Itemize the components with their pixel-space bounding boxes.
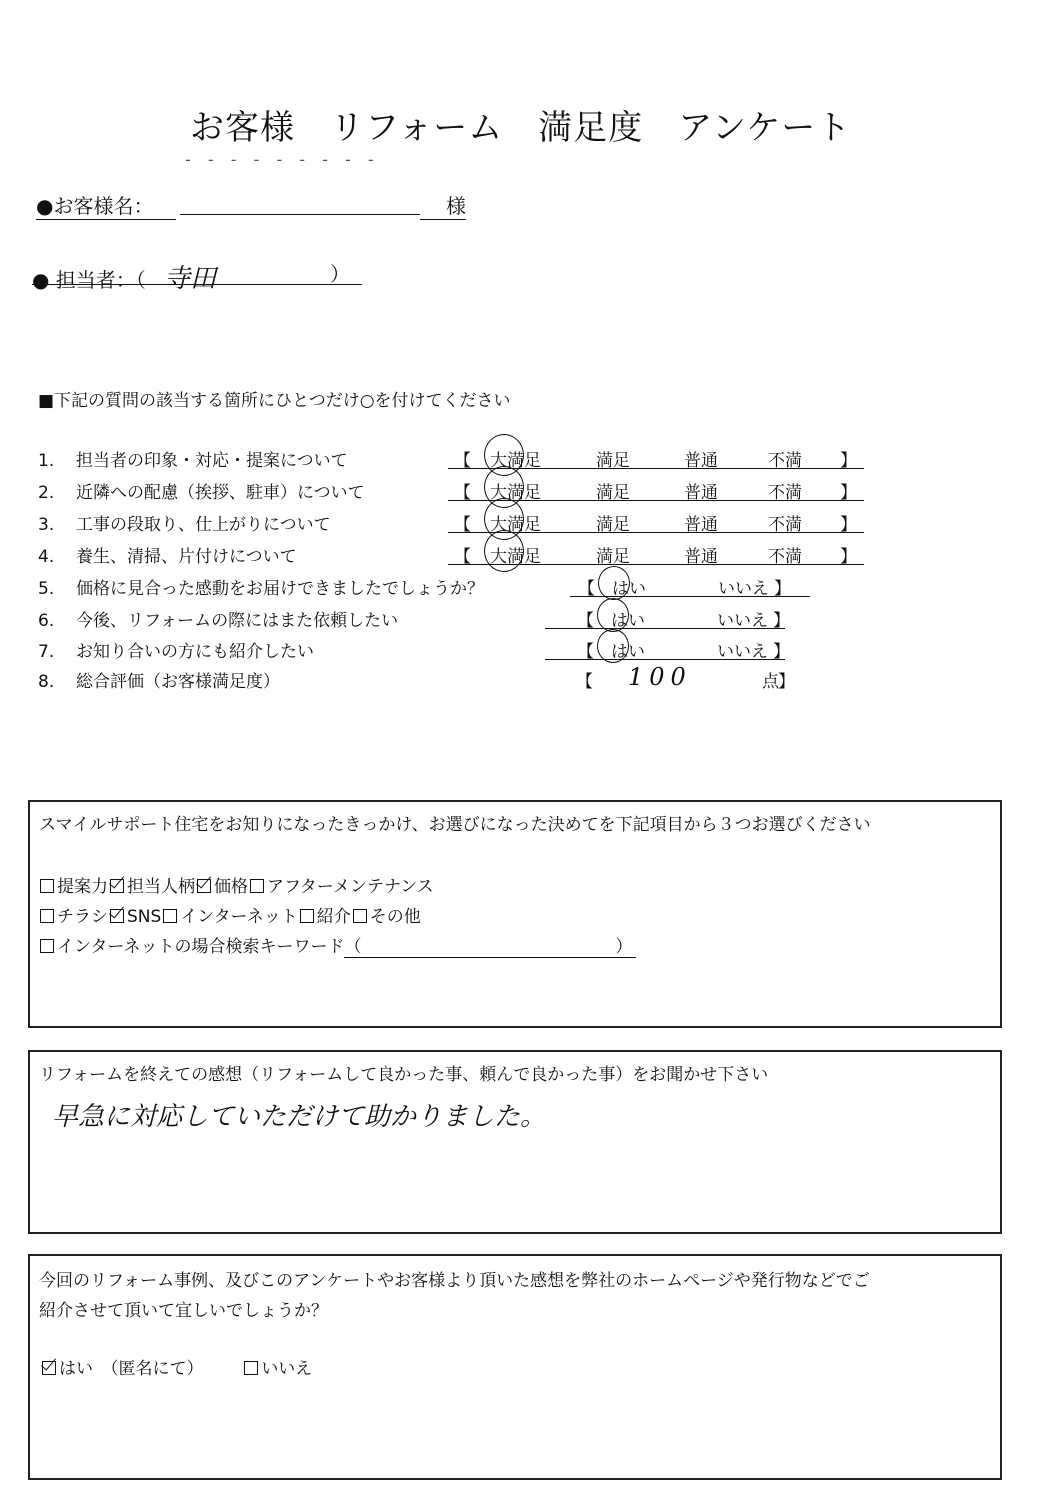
rating-option[interactable]: 満足: [596, 547, 630, 567]
rating-option[interactable]: 不満: [768, 515, 802, 535]
bracket-close: 】: [774, 579, 791, 599]
staff-name[interactable]: 寺田: [164, 264, 217, 294]
staff-close: ）: [330, 262, 350, 286]
rating-option[interactable]: 満足: [596, 515, 630, 535]
referral-heading: スマイルサポート住宅をお知りになったきっかけ、お選びになった決めてを下記項目から３つお選びください: [39, 815, 871, 835]
staff-row: [32, 258, 362, 294]
option-checkbox[interactable]: [40, 909, 54, 923]
rating-option[interactable]: 満足: [596, 483, 630, 503]
consent-heading-line2: 紹介させて頂いて宜しいでしょうか？: [39, 1301, 328, 1321]
impression-heading: リフォームを終えての感想（リフォームして良かった事、頼んで良かった事）をお聞かせ下さい: [39, 1065, 769, 1085]
bracket-open: 【: [576, 672, 593, 692]
selection-circle: [598, 566, 630, 600]
rating-option[interactable]: 普通: [684, 483, 718, 503]
question-4: [38, 542, 297, 567]
yesno-options-5: [570, 574, 810, 597]
keyword-close: ）: [615, 937, 633, 957]
rating-option[interactable]: 大満足: [490, 515, 541, 535]
option-label: その他: [369, 907, 421, 927]
selection-circle: [597, 598, 629, 632]
question-number: 3.: [38, 515, 55, 535]
option-checkbox[interactable]: [110, 909, 124, 923]
rating-options-4: [448, 542, 864, 565]
option-label: SNS: [127, 907, 162, 927]
bracket-open: 【: [577, 611, 594, 631]
question-8: [38, 667, 280, 692]
rating-option[interactable]: 大満足: [490, 451, 541, 471]
question-3: [38, 510, 331, 535]
bracket-open: 【: [454, 547, 471, 567]
yesno-option[interactable]: はい: [611, 611, 645, 631]
option-checkbox[interactable]: [300, 909, 314, 923]
question-text: 担当者の印象・対応・提案について: [76, 451, 348, 471]
question-7: [38, 637, 314, 662]
keyword-checkbox[interactable]: [40, 939, 54, 953]
yesno-option[interactable]: はい: [611, 642, 645, 662]
rating-option[interactable]: 満足: [596, 451, 630, 471]
rating-option[interactable]: 不満: [768, 547, 802, 567]
rating-option[interactable]: 普通: [684, 547, 718, 567]
yesno-options-7: [545, 637, 790, 662]
customer-suffix: 様: [420, 190, 466, 220]
question-number: 1.: [38, 451, 55, 471]
bracket-open: 【: [577, 642, 594, 662]
consent-box: [28, 1254, 1002, 1480]
yesno-option[interactable]: いいえ: [717, 642, 768, 662]
option-label: アフターメンテナンス: [267, 877, 434, 897]
rating-option[interactable]: 大満足: [490, 547, 541, 567]
question-text: お知り合いの方にも紹介したい: [76, 642, 314, 662]
selection-circle: [597, 629, 629, 663]
consent-options: [40, 1354, 312, 1379]
option-checkbox[interactable]: [197, 879, 211, 893]
option-checkbox[interactable]: [353, 909, 367, 923]
overall-score: [576, 663, 796, 692]
option-label: インターネット: [180, 907, 298, 927]
question-5: [38, 574, 484, 599]
customer-name-row: [36, 190, 176, 220]
yesno-option[interactable]: いいえ: [718, 579, 769, 599]
option-checkbox[interactable]: [110, 879, 124, 893]
option-label: 提案力: [57, 877, 108, 897]
question-6: [38, 606, 398, 631]
bracket-close: 】: [840, 515, 857, 535]
yesno-option[interactable]: いいえ: [717, 611, 768, 631]
rating-options-2: [448, 478, 864, 501]
question-1: [38, 446, 348, 471]
bracket-open: 【: [578, 579, 595, 599]
referral-box: [28, 800, 1002, 1028]
keyword-row: [38, 932, 636, 958]
yesno-options-6: [545, 606, 790, 631]
bracket-close: 】: [778, 672, 795, 692]
rating-options-1: [448, 446, 864, 469]
title-dashes: - - - - - - - - -: [185, 150, 380, 169]
option-label: チラシ: [57, 907, 108, 927]
option-label: 担当人柄: [127, 877, 195, 897]
bracket-close: 】: [773, 642, 790, 662]
option-checkbox[interactable]: [40, 879, 54, 893]
option-label: 紹介: [316, 907, 351, 927]
selection-circle: [484, 530, 524, 572]
question-text: 近隣への配慮（挨拶、駐車）について: [76, 483, 365, 503]
bracket-close: 】: [840, 483, 857, 503]
consent-yes-label: はい （匿名にて）: [59, 1359, 204, 1379]
referral-options-row2: [38, 902, 421, 927]
page-title: お客様 リフォーム 満足度 アンケート: [190, 108, 852, 148]
instruction-text: ■下記の質問の該当する箇所にひとつだけ○を付けてください: [38, 391, 511, 411]
question-number: 2.: [38, 483, 55, 503]
bracket-open: 【: [454, 515, 471, 535]
question-text: 工事の段取り、仕上がりについて: [76, 515, 331, 535]
question-number: 6.: [38, 611, 55, 631]
rating-option[interactable]: 大満足: [490, 483, 541, 503]
customer-name-field[interactable]: [180, 190, 420, 215]
impression-answer[interactable]: 早急に対応していただけて助かりました。: [52, 1102, 547, 1132]
rating-option[interactable]: 不満: [768, 451, 802, 471]
question-text: 総合評価（お客様満足度）: [76, 672, 280, 692]
staff-label: ● 担当者：（: [32, 268, 146, 292]
consent-no-checkbox[interactable]: [244, 1361, 258, 1375]
rating-option[interactable]: 普通: [684, 515, 718, 535]
rating-option[interactable]: 不満: [768, 483, 802, 503]
impression-box: [28, 1050, 1002, 1234]
option-checkbox[interactable]: [163, 909, 177, 923]
bracket-open: 【: [454, 451, 471, 471]
question-number: 7.: [38, 642, 55, 662]
question-number: 8.: [38, 672, 55, 692]
consent-no-label: いいえ: [261, 1359, 313, 1379]
rating-option[interactable]: 普通: [684, 451, 718, 471]
question-number: 5.: [38, 579, 55, 599]
referral-options-row1: [38, 872, 434, 897]
customer-name-label: ●お客様名：: [36, 190, 176, 220]
question-number: 4.: [38, 547, 55, 567]
keyword-input[interactable]: [344, 932, 636, 958]
keyword-open: （: [344, 937, 362, 957]
question-text: 価格に見合った感動をお届けできましたでしょうか？: [76, 579, 484, 599]
question-text: 今後、リフォームの際にはまた依頼したい: [76, 611, 399, 631]
score-unit: 点: [762, 672, 779, 692]
bracket-close: 】: [773, 611, 790, 631]
question-2: [38, 478, 365, 503]
rating-options-3: [448, 510, 864, 533]
bracket-close: 】: [840, 547, 857, 567]
yesno-option[interactable]: はい: [612, 579, 646, 599]
question-text: 養生、清掃、片付けについて: [76, 547, 297, 567]
option-checkbox[interactable]: [250, 879, 264, 893]
option-label: 価格: [214, 877, 248, 897]
bracket-open: 【: [454, 483, 471, 503]
keyword-label: インターネットの場合検索キーワード: [57, 937, 345, 957]
bracket-close: 】: [840, 451, 857, 471]
consent-yes-checkbox[interactable]: [42, 1361, 56, 1375]
score-value[interactable]: 100: [628, 663, 692, 691]
consent-heading-line1: 今回のリフォーム事例、及びこのアンケートやお客様より頂いた感想を弊社のホームページや発行物などでご: [39, 1271, 870, 1291]
